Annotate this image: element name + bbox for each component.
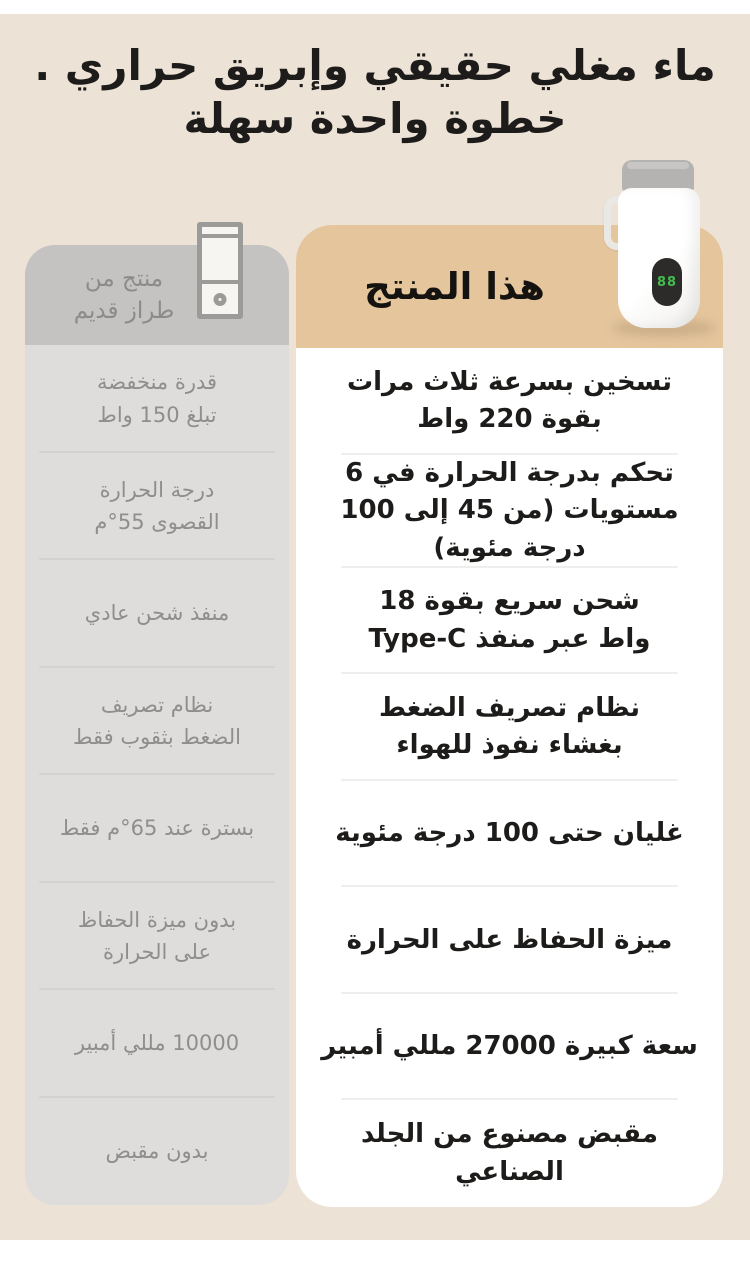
old-feature-charging [25,560,289,668]
new-feature-capacity-text: سعة كبيرة 27000 مللي أمبير [321,1031,698,1062]
new-feature-charging [296,568,723,675]
old-feature-pressure-text: نظام تصريف الضغط بثقوب فقط [73,692,241,750]
old-product-column [25,245,289,1205]
old-feature-boiling [25,775,289,883]
new-feature-handle-text: مقبض مصنوع من الجلد الصناعي [361,1119,658,1187]
page-title-line-2: خطوة واحدة سهلة [183,93,567,143]
new-product-column [296,225,723,1207]
new-feature-capacity [296,994,723,1101]
old-feature-handle-text: بدون مقبض [105,1138,209,1163]
page-title-line-1: ماء مغلي حقيقي وإبريق حراري . [34,41,716,90]
new-product-header-label: هذا المنتج [364,265,545,308]
old-feature-power [25,345,289,453]
old-feature-power-text: قدرة منخفضة تبلغ 150 واط [96,370,218,427]
kettle-body [618,188,700,328]
new-product-feature-list [296,348,723,1207]
old-feature-heat-keep [25,883,289,991]
old-feature-max-temp [25,453,289,561]
new-feature-pressure-text: نظام تصريف الضغط بغشاء نفوذ للهواء [378,692,641,761]
new-feature-heat-keep [296,887,723,994]
page-title [0,40,750,145]
old-kettle-outline-icon [197,222,243,319]
new-feature-power [296,348,723,455]
new-feature-heat-keep-text: ميزة الحفاظ على الحرارة [346,924,673,955]
new-feature-handle [296,1100,723,1207]
kettle-lid [622,160,694,191]
new-feature-charging-text: شحن سريع بقوة 18 واط عبر منفذ Type-C [368,586,651,654]
old-feature-capacity-text: 10000 مللي أمبير [74,1031,240,1056]
old-kettle-icon-button [214,293,227,306]
old-kettle-icon-base [202,280,238,314]
old-feature-pressure [25,668,289,776]
old-product-header [25,245,289,345]
new-feature-power-text: تسخين بسرعة ثلاث مرات بقوة 220 واط [347,366,672,435]
new-feature-pressure [296,674,723,781]
new-feature-temp-control-text: تحكم بدرجة الحرارة في 6 مستويات (من 45 إلى 100 درجة مئوية) [340,457,679,563]
new-product-photo [598,154,730,336]
new-feature-temp-control [296,455,723,568]
old-feature-max-temp-text: درجة الحرارة القصوى 55°م [94,477,220,535]
old-feature-handle [25,1098,289,1206]
new-feature-boiling-text: غليان حتى 100 درجة مئوية [335,818,684,849]
old-feature-heat-keep-text: بدون ميزة الحفاظ على الحرارة [77,907,237,965]
kettle-lid-highlight [627,162,689,169]
old-product-header-label: منتج من طراز قديم [73,265,175,324]
old-kettle-icon-band [202,234,238,238]
old-feature-boiling-text: بسترة عند 65°م فقط [59,816,255,841]
old-feature-charging-text: منفذ شحن عادي [84,601,230,626]
kettle-temperature-display: 88 [652,258,682,306]
new-feature-boiling [296,781,723,888]
old-product-feature-list [25,345,289,1205]
old-feature-capacity [25,990,289,1098]
